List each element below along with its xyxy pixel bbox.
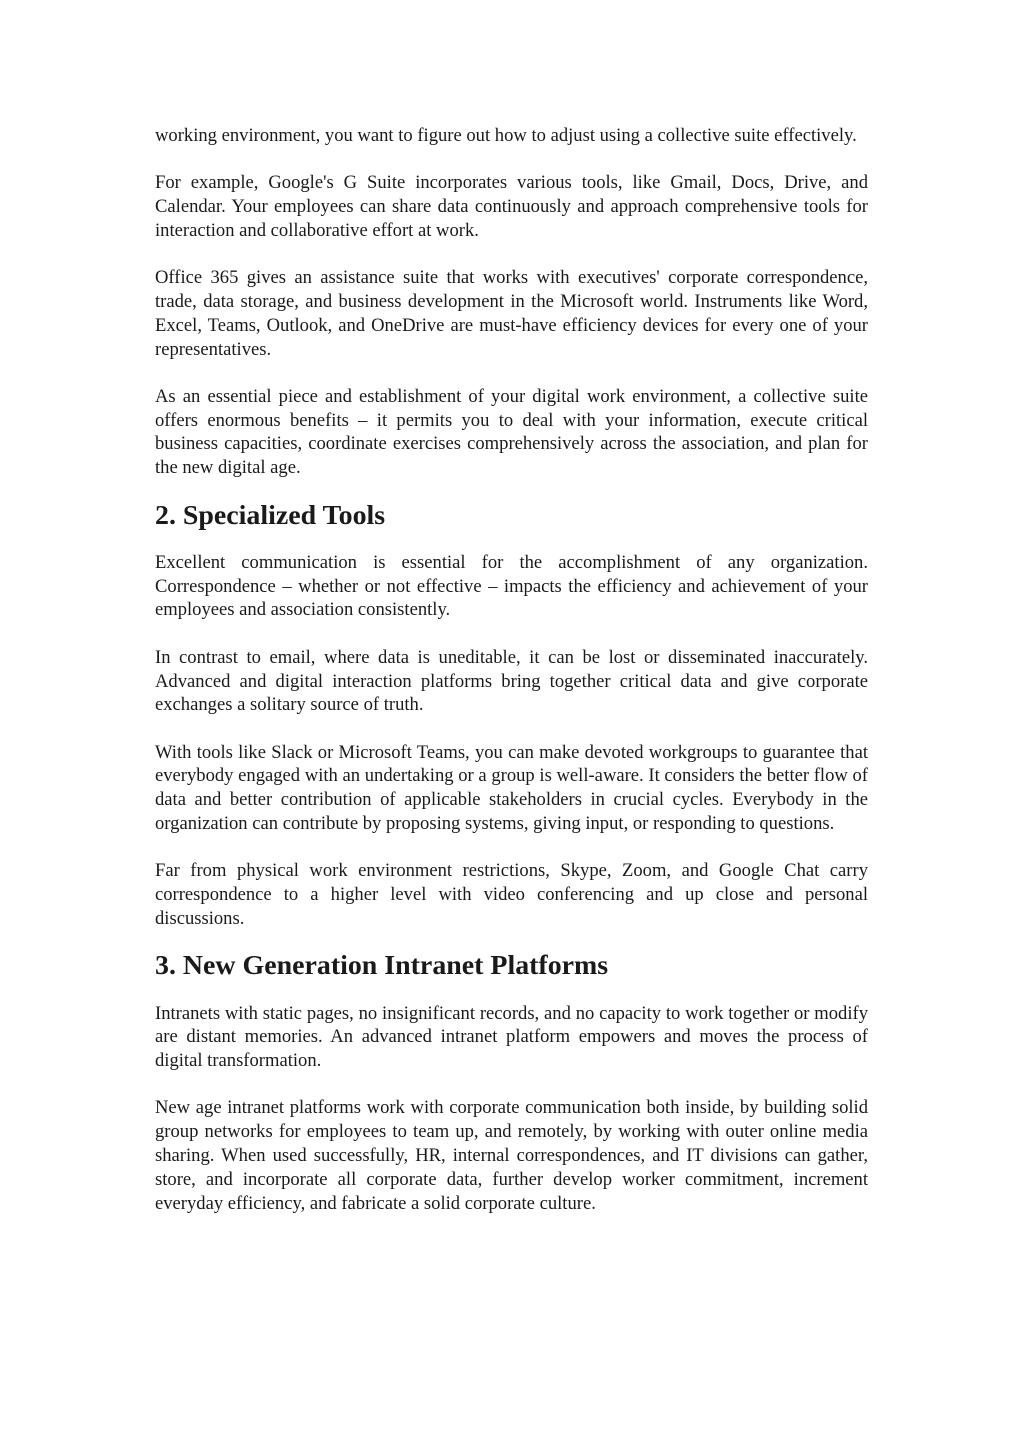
paragraph-communication: Excellent communication is essential for the accomplishment of any organization. Correspondence – whether or not effective – impacts the efficiency and achievement of your employees and association consistently. (155, 551, 868, 621)
paragraph-new-age-intranet: New age intranet platforms work with corporate communication both inside, by building solid group networks for employees to team up, and remotely, by working with outer online media sharing. When used successfully, HR, internal correspondences, and IT divisions can gather, store, and incorporate all corporate data, further develop worker commitment, increment everyday efficiency, and fabricate a solid corporate culture. (155, 1097, 868, 1214)
heading-specialized-tools: 2. Specialized Tools (155, 499, 386, 531)
paragraph-static-intranets: Intranets with static pages, no insignificant records, and no capacity to work together or modify are distant memories. An advanced intranet platform empowers and moves the process of digital transformation. (155, 1002, 868, 1072)
heading-intranet-platforms: 3. New Generation Intranet Platforms (155, 950, 609, 982)
paragraph-suite-intro: working environment, you want to figure out how to adjust using a collective suite effectively. (155, 125, 857, 146)
paragraph-email-contrast: In contrast to email, where data is uneditable, it can be lost or disseminated inaccurately. Advanced and digital interaction platforms bring together critical data and give corporate exchanges a solitary source of truth. (155, 646, 868, 716)
paragraph-g-suite: For example, Google's G Suite incorporates various tools, like Gmail, Docs, Drive, and Calendar. Your employees can share data continuously and approach comprehensive tools for interaction and collaborative effort at work. (155, 172, 868, 241)
paragraph-collective-suite: As an essential piece and establishment of your digital work environment, a collective suite offers enormous benefits – it permits you to deal with your information, execute critical business capacities, coordinate exercises comprehensively across the association, and plan for the new digital age. (155, 385, 868, 479)
paragraph-office-365: Office 365 gives an assistance suite that works with executives' corporate correspondence, trade, data storage, and business development in the Microsoft world. Instruments like Word, Excel, Teams, Outlook, and OneDrive are must-have efficiency devices for every one of your representatives. (155, 267, 868, 360)
paragraph-skype-zoom: Far from physical work environment restrictions, Skype, Zoom, and Google Chat carry correspondence to a higher level with video conferencing and up close and personal discussions. (155, 860, 868, 929)
document-page (155, 124, 868, 1239)
paragraph-slack-teams: With tools like Slack or Microsoft Teams, you can make devoted workgroups to guarantee that everybody engaged with an undertaking or a group is well-aware. It considers the better flow of data and better contribution of applicable stakeholders in crucial cycles. Everybody in the organization can contribute by proposing systems, giving input, or responding to questions. (155, 741, 868, 835)
